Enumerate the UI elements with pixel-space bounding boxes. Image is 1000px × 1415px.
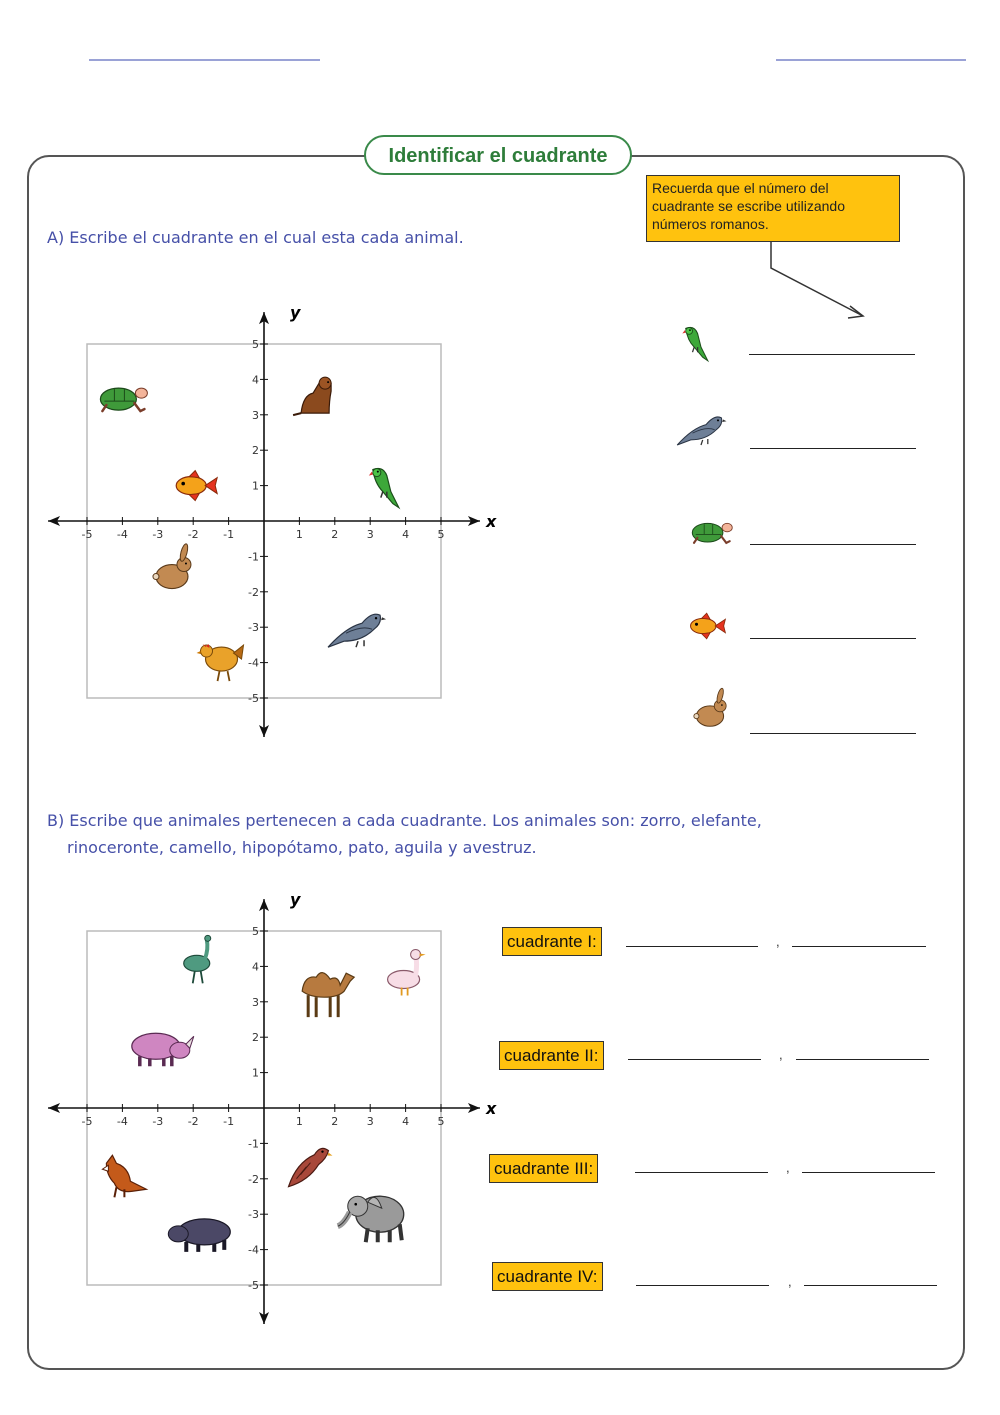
parrot-icon — [369, 468, 399, 507]
answer-parrot-icon — [665, 312, 720, 372]
y-tick-label: 4 — [252, 960, 259, 974]
fish-icon — [176, 471, 217, 501]
x-tick-label: -4 — [116, 528, 128, 541]
x-tick-label: 1 — [295, 1115, 303, 1128]
x-tick-label: -1 — [223, 528, 235, 541]
quadrant-ii-label: cuadrante II: — [499, 1041, 604, 1070]
answer-rabbit-icon — [684, 686, 736, 736]
x-tick-label: -5 — [81, 528, 93, 541]
answer-line-fish[interactable] — [750, 638, 916, 639]
quadrant-i-label: cuadrante I: — [502, 927, 602, 956]
duck-icon — [388, 949, 426, 995]
answer-line-pigeon[interactable] — [750, 448, 916, 449]
quadrant-i-answer-2[interactable] — [792, 946, 926, 947]
turtle-icon — [100, 388, 147, 411]
y-tick-label: -4 — [248, 1243, 259, 1257]
pigeon-icon — [328, 614, 386, 647]
x-tick-label: 4 — [402, 1115, 410, 1128]
x-tick-label: 2 — [331, 528, 339, 541]
y-tick-label: -5 — [248, 692, 259, 705]
quadrant-iv-label: cuadrante IV: — [492, 1262, 603, 1291]
quadrant-iv-answer-1[interactable] — [636, 1285, 769, 1286]
answer-turtle-icon — [680, 512, 742, 550]
quadrant-iii-answer-2[interactable] — [802, 1172, 935, 1173]
y-tick-label: 1 — [252, 479, 259, 493]
y-tick-label: -3 — [248, 621, 259, 635]
x-tick-label: 3 — [366, 1115, 374, 1128]
rabbit-icon — [153, 543, 191, 588]
y-axis-label: y — [290, 890, 301, 910]
eagle-icon — [288, 1148, 332, 1186]
y-tick-label: -1 — [248, 550, 259, 564]
reminder-note: Recuerda que el número del cuadrante se escribe utilizando números romanos. — [646, 175, 900, 242]
y-tick-label: -2 — [248, 1172, 259, 1186]
x-tick-label: -3 — [152, 528, 164, 541]
quadrant-iv-answer-2[interactable] — [804, 1285, 937, 1286]
coordinate-plane-a — [40, 280, 510, 750]
y-tick-label: -5 — [248, 1279, 259, 1292]
coordinate-plane-b — [40, 868, 510, 1338]
answer-line-turtle[interactable] — [750, 544, 916, 545]
x-tick-label: -2 — [187, 1115, 199, 1128]
quadrant-iii-answer-1[interactable] — [635, 1172, 768, 1173]
y-axis-label: y — [290, 303, 301, 323]
fox-icon — [102, 1155, 146, 1197]
y-tick-label: -4 — [248, 656, 259, 670]
quadrant-ii-separator: , — [779, 1047, 783, 1062]
rhino-icon — [132, 1033, 194, 1066]
answer-line-rabbit[interactable] — [750, 733, 916, 734]
y-tick-label: 2 — [252, 444, 259, 458]
quadrant-i-separator: , — [776, 934, 780, 949]
hen-icon — [197, 644, 244, 681]
x-tick-label: 5 — [437, 1115, 445, 1128]
hippo-icon — [168, 1219, 230, 1252]
section-a-instruction: A) Escribe el cuadrante en el cual esta cada animal. — [47, 228, 464, 247]
x-axis-label: x — [485, 512, 497, 531]
answer-line-parrot[interactable] — [749, 354, 915, 355]
y-tick-label: 3 — [252, 408, 259, 422]
x-axis-label: x — [485, 1099, 497, 1118]
y-tick-label: 3 — [252, 995, 259, 1009]
quadrant-i-answer-1[interactable] — [626, 946, 758, 947]
answer-pigeon-icon — [670, 402, 732, 454]
y-tick-label: 4 — [252, 373, 259, 387]
x-tick-label: -3 — [152, 1115, 164, 1128]
x-tick-label: -4 — [116, 1115, 128, 1128]
section-b-instruction — [47, 807, 762, 861]
elephant-icon — [338, 1196, 404, 1242]
x-tick-label: 1 — [295, 528, 303, 541]
name-blank-line[interactable] — [89, 59, 320, 61]
x-tick-label: 3 — [366, 528, 374, 541]
y-tick-label: -3 — [248, 1208, 259, 1222]
note-arrow — [760, 240, 880, 320]
y-tick-label: 5 — [252, 925, 259, 938]
quadrant-iii-label: cuadrante III: — [489, 1154, 598, 1183]
quadrant-ii-answer-1[interactable] — [628, 1059, 761, 1060]
quadrant-iv-separator: , — [788, 1274, 792, 1289]
ostrich-icon — [184, 935, 211, 983]
date-blank-line[interactable] — [776, 59, 966, 61]
y-tick-label: 2 — [252, 1031, 259, 1045]
y-tick-label: -2 — [248, 585, 259, 599]
quadrant-ii-answer-2[interactable] — [796, 1059, 929, 1060]
x-tick-label: 5 — [437, 528, 445, 541]
answer-fish-icon — [676, 606, 734, 646]
x-tick-label: 2 — [331, 1115, 339, 1128]
x-tick-label: -1 — [223, 1115, 235, 1128]
section-b-instruction-line2: rinoceronte, camello, hipopótamo, pato, aguila y avestruz. — [67, 838, 537, 857]
camel-icon — [302, 973, 354, 1018]
y-tick-label: 1 — [252, 1066, 259, 1080]
page-title: Identificar el cuadrante — [364, 135, 632, 175]
y-tick-label: 5 — [252, 338, 259, 351]
quadrant-iii-separator: , — [786, 1160, 790, 1175]
x-tick-label: 4 — [402, 528, 410, 541]
dog-icon — [293, 377, 331, 415]
x-tick-label: -2 — [187, 528, 199, 541]
section-b-instruction-line1: B) Escribe que animales pertenecen a cada cuadrante. Los animales son: zorro, elefante, — [47, 811, 762, 830]
y-tick-label: -1 — [248, 1137, 259, 1151]
x-tick-label: -5 — [81, 1115, 93, 1128]
